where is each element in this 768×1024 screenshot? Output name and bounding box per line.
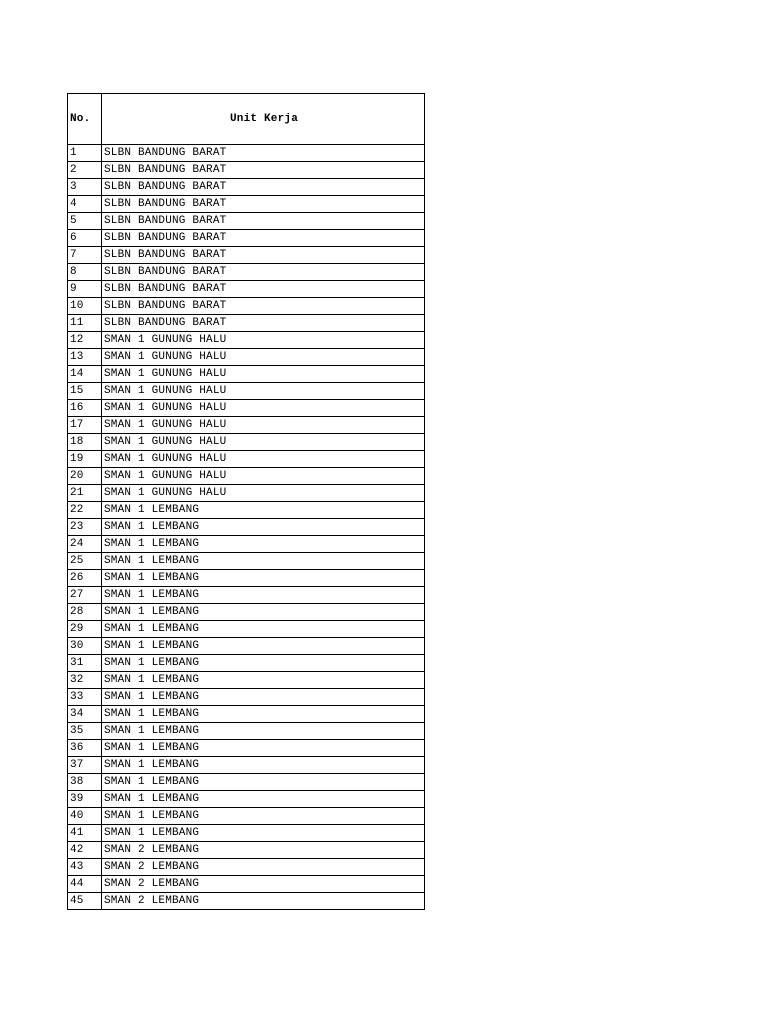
row-unit-kerja: SMAN 2 LEMBANG [102,893,425,910]
table-row [68,298,425,315]
row-unit-kerja: SMAN 1 LEMBANG [102,808,425,825]
row-unit-kerja: SMAN 1 LEMBANG [102,672,425,689]
table-row [68,383,425,400]
row-number: 19 [68,451,102,468]
row-number: 17 [68,417,102,434]
row-number: 26 [68,570,102,587]
table-row [68,706,425,723]
row-unit-kerja: SMAN 1 LEMBANG [102,587,425,604]
table-row [68,485,425,502]
row-unit-kerja: SLBN BANDUNG BARAT [102,213,425,230]
row-number: 21 [68,485,102,502]
table-row [68,162,425,179]
row-number: 30 [68,638,102,655]
table-row [68,553,425,570]
row-unit-kerja: SLBN BANDUNG BARAT [102,264,425,281]
row-unit-kerja: SMAN 1 LEMBANG [102,689,425,706]
row-number: 31 [68,655,102,672]
table-body [68,145,425,910]
table-row [68,859,425,876]
row-unit-kerja: SMAN 1 LEMBANG [102,757,425,774]
row-number: 37 [68,757,102,774]
table-row [68,179,425,196]
header-row [68,94,425,145]
table-row [68,281,425,298]
row-unit-kerja: SLBN BANDUNG BARAT [102,247,425,264]
table-row [68,502,425,519]
table-row [68,468,425,485]
row-unit-kerja: SLBN BANDUNG BARAT [102,162,425,179]
table-row [68,638,425,655]
row-unit-kerja: SMAN 1 LEMBANG [102,723,425,740]
table-row [68,570,425,587]
table-row [68,536,425,553]
row-number: 6 [68,230,102,247]
table-row [68,196,425,213]
row-number: 45 [68,893,102,910]
row-unit-kerja: SMAN 1 LEMBANG [102,791,425,808]
table-row [68,417,425,434]
table-header [68,94,425,145]
row-number: 13 [68,349,102,366]
row-unit-kerja: SLBN BANDUNG BARAT [102,196,425,213]
row-number: 36 [68,740,102,757]
row-number: 43 [68,859,102,876]
table-row [68,451,425,468]
row-unit-kerja: SMAN 1 GUNUNG HALU [102,417,425,434]
row-number: 24 [68,536,102,553]
row-number: 38 [68,774,102,791]
table-row [68,825,425,842]
row-number: 42 [68,842,102,859]
row-number: 44 [68,876,102,893]
table-row [68,808,425,825]
row-unit-kerja: SMAN 2 LEMBANG [102,876,425,893]
table-row [68,230,425,247]
row-unit-kerja: SLBN BANDUNG BARAT [102,230,425,247]
row-unit-kerja: SMAN 2 LEMBANG [102,859,425,876]
table-row [68,519,425,536]
table-row [68,655,425,672]
row-unit-kerja: SLBN BANDUNG BARAT [102,315,425,332]
row-unit-kerja: SMAN 1 LEMBANG [102,536,425,553]
table-row [68,315,425,332]
row-unit-kerja: SLBN BANDUNG BARAT [102,281,425,298]
header-unit-kerja: Unit Kerja [102,94,425,145]
table-row [68,672,425,689]
row-number: 33 [68,689,102,706]
table-row [68,893,425,910]
table-row [68,264,425,281]
row-unit-kerja: SMAN 1 LEMBANG [102,655,425,672]
row-number: 32 [68,672,102,689]
row-unit-kerja: SMAN 1 LEMBANG [102,621,425,638]
table-row [68,145,425,162]
table-row [68,876,425,893]
table-row [68,332,425,349]
row-number: 39 [68,791,102,808]
row-number: 28 [68,604,102,621]
row-unit-kerja: SLBN BANDUNG BARAT [102,179,425,196]
row-number: 16 [68,400,102,417]
row-number: 25 [68,553,102,570]
table-row [68,791,425,808]
row-unit-kerja: SMAN 2 LEMBANG [102,842,425,859]
row-number: 34 [68,706,102,723]
row-unit-kerja: SMAN 1 GUNUNG HALU [102,400,425,417]
row-unit-kerja: SMAN 1 LEMBANG [102,774,425,791]
row-unit-kerja: SMAN 1 LEMBANG [102,825,425,842]
row-number: 11 [68,315,102,332]
row-unit-kerja: SMAN 1 GUNUNG HALU [102,349,425,366]
row-number: 2 [68,162,102,179]
row-number: 8 [68,264,102,281]
table-row [68,604,425,621]
row-unit-kerja: SMAN 1 GUNUNG HALU [102,485,425,502]
row-number: 22 [68,502,102,519]
table-row [68,366,425,383]
row-unit-kerja: SMAN 1 LEMBANG [102,604,425,621]
row-number: 41 [68,825,102,842]
row-number: 7 [68,247,102,264]
row-unit-kerja: SLBN BANDUNG BARAT [102,298,425,315]
table-row [68,247,425,264]
table-row [68,842,425,859]
row-number: 14 [68,366,102,383]
row-number: 23 [68,519,102,536]
table-row [68,621,425,638]
header-no: No. [68,94,102,145]
table-row [68,434,425,451]
row-unit-kerja: SMAN 1 LEMBANG [102,502,425,519]
unit-kerja-table [67,93,425,910]
row-number: 35 [68,723,102,740]
row-number: 12 [68,332,102,349]
row-number: 15 [68,383,102,400]
table-row [68,723,425,740]
row-unit-kerja: SMAN 1 LEMBANG [102,740,425,757]
row-unit-kerja: SMAN 1 LEMBANG [102,570,425,587]
row-number: 20 [68,468,102,485]
table-row [68,740,425,757]
table-row [68,587,425,604]
row-number: 3 [68,179,102,196]
row-number: 9 [68,281,102,298]
table-row [68,213,425,230]
row-unit-kerja: SMAN 1 LEMBANG [102,706,425,723]
row-number: 10 [68,298,102,315]
row-unit-kerja: SMAN 1 LEMBANG [102,519,425,536]
row-number: 4 [68,196,102,213]
row-unit-kerja: SMAN 1 GUNUNG HALU [102,332,425,349]
row-number: 18 [68,434,102,451]
row-number: 40 [68,808,102,825]
row-unit-kerja: SMAN 1 GUNUNG HALU [102,451,425,468]
row-unit-kerja: SMAN 1 GUNUNG HALU [102,434,425,451]
row-unit-kerja: SLBN BANDUNG BARAT [102,145,425,162]
table-row [68,689,425,706]
row-number: 1 [68,145,102,162]
table-row [68,400,425,417]
table-row [68,349,425,366]
table-row [68,757,425,774]
row-unit-kerja: SMAN 1 GUNUNG HALU [102,383,425,400]
row-unit-kerja: SMAN 1 GUNUNG HALU [102,468,425,485]
row-number: 27 [68,587,102,604]
table-row [68,774,425,791]
row-number: 5 [68,213,102,230]
row-unit-kerja: SMAN 1 LEMBANG [102,553,425,570]
row-number: 29 [68,621,102,638]
row-unit-kerja: SMAN 1 GUNUNG HALU [102,366,425,383]
row-unit-kerja: SMAN 1 LEMBANG [102,638,425,655]
